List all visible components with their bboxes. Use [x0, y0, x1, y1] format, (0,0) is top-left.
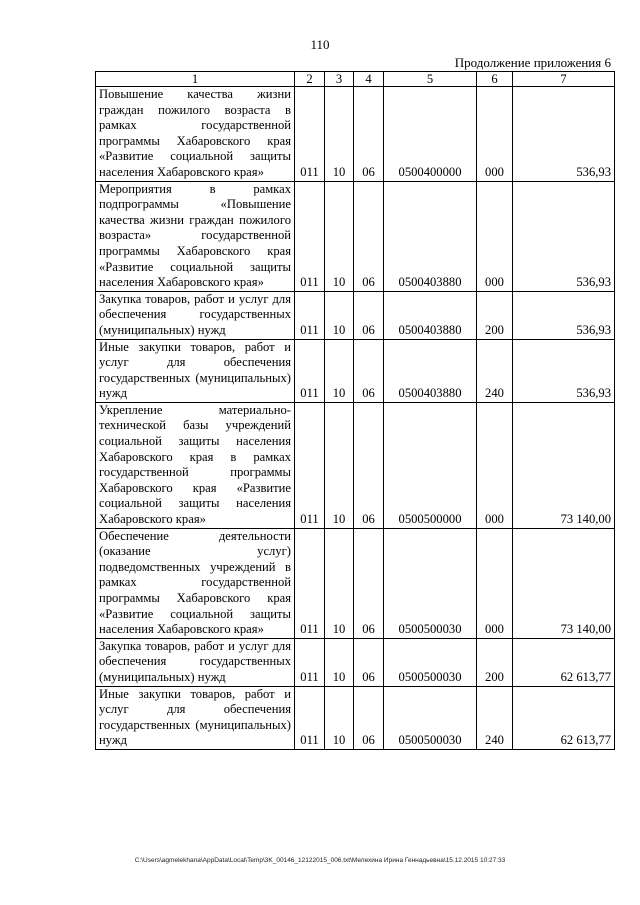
row-name-cell: Иные закупки товаров, работ и услуг для обеспечения государственных (муниципальных) нужд — [96, 339, 295, 402]
target-article-cell: 0500500030 — [384, 686, 477, 749]
expense-type-cell: 240 — [477, 686, 513, 749]
subsection-code-cell: 06 — [354, 528, 384, 638]
section-code-cell: 10 — [325, 87, 354, 182]
table-row — [96, 339, 615, 402]
amount-cell: 536,93 — [513, 87, 615, 182]
expense-type-cell: 200 — [477, 291, 513, 339]
target-article-cell: 0500500030 — [384, 528, 477, 638]
table-row — [96, 87, 615, 182]
column-header: 4 — [354, 72, 384, 87]
row-name-cell: Обеспечение деятельности (оказание услуг) подведомственных учреждений в рамках государственной программы Хабаровского края «Развитие социальной защиты населения Хабаровского края» — [96, 528, 295, 638]
ministry-code-cell: 011 — [295, 528, 325, 638]
section-code-cell: 10 — [325, 339, 354, 402]
row-name-cell: Закупка товаров, работ и услуг для обеспечения государственных (муниципальных) нужд — [96, 638, 295, 686]
ministry-code-cell: 011 — [295, 181, 325, 291]
amount-cell: 62 613,77 — [513, 686, 615, 749]
column-header: 5 — [384, 72, 477, 87]
column-header: 2 — [295, 72, 325, 87]
table-header-row — [96, 72, 615, 87]
subsection-code-cell: 06 — [354, 181, 384, 291]
amount-cell: 73 140,00 — [513, 528, 615, 638]
table-row — [96, 291, 615, 339]
target-article-cell: 0500403880 — [384, 291, 477, 339]
table-row — [96, 638, 615, 686]
subsection-code-cell: 06 — [354, 291, 384, 339]
column-header: 6 — [477, 72, 513, 87]
amount-cell: 73 140,00 — [513, 402, 615, 528]
continuation-label: Продолжение приложения 6 — [454, 55, 611, 70]
target-article-cell: 0500403880 — [384, 181, 477, 291]
column-header: 3 — [325, 72, 354, 87]
section-code-cell: 10 — [325, 686, 354, 749]
table-row — [96, 686, 615, 749]
table-row — [96, 402, 615, 528]
column-header: 1 — [96, 72, 295, 87]
row-name-cell: Мероприятия в рамках подпрограммы «Повышение качества жизни граждан пожилого возраста» государственной программы Хабаровского края «Развитие социальной защиты населения Хабаровского края» — [96, 181, 295, 291]
subsection-code-cell: 06 — [354, 638, 384, 686]
target-article-cell: 0500400000 — [384, 87, 477, 182]
expense-type-cell: 000 — [477, 402, 513, 528]
page-number: 110 — [310, 37, 330, 52]
subsection-code-cell: 06 — [354, 402, 384, 528]
section-code-cell: 10 — [325, 528, 354, 638]
ministry-code-cell: 011 — [295, 291, 325, 339]
section-code-cell: 10 — [325, 402, 354, 528]
subsection-code-cell: 06 — [354, 686, 384, 749]
section-code-cell: 10 — [325, 181, 354, 291]
section-code-cell: 10 — [325, 638, 354, 686]
target-article-cell: 0500403880 — [384, 339, 477, 402]
target-article-cell: 0500500030 — [384, 638, 477, 686]
ministry-code-cell: 011 — [295, 402, 325, 528]
row-name-cell: Закупка товаров, работ и услуг для обеспечения государственных (муниципальных) нужд — [96, 291, 295, 339]
expense-type-cell: 240 — [477, 339, 513, 402]
subsection-code-cell: 06 — [354, 339, 384, 402]
amount-cell: 62 613,77 — [513, 638, 615, 686]
amount-cell: 536,93 — [513, 291, 615, 339]
expense-type-cell: 000 — [477, 528, 513, 638]
table-body — [96, 87, 615, 750]
budget-table — [95, 71, 615, 750]
subsection-code-cell: 06 — [354, 87, 384, 182]
ministry-code-cell: 011 — [295, 686, 325, 749]
column-header: 7 — [513, 72, 615, 87]
table-row — [96, 528, 615, 638]
target-article-cell: 0500500000 — [384, 402, 477, 528]
ministry-code-cell: 011 — [295, 339, 325, 402]
amount-cell: 536,93 — [513, 181, 615, 291]
row-name-cell: Укрепление материально-технической базы учреждений социальной защиты населения Хабаровского края в рамках государственной программы Хабаровского края «Развитие социальной защиты населения Хабаровского края» — [96, 402, 295, 528]
ministry-code-cell: 011 — [295, 638, 325, 686]
section-code-cell: 10 — [325, 291, 354, 339]
expense-type-cell: 200 — [477, 638, 513, 686]
table-row — [96, 181, 615, 291]
expense-type-cell: 000 — [477, 87, 513, 182]
amount-cell: 536,93 — [513, 339, 615, 402]
expense-type-cell: 000 — [477, 181, 513, 291]
footer-file-path: C:\Users\agmelekhana\AppData\Local\Temp\3K_00146_12122015_006.txt\Мелехина Ирина Геннадьевна\15.12.2015 10:27:33 — [134, 857, 506, 864]
row-name-cell: Повышение качества жизни граждан пожилого возраста в рамках государственной программы Хабаровского края «Развитие социальной защиты населения Хабаровского края» — [96, 87, 295, 182]
row-name-cell: Иные закупки товаров, работ и услуг для обеспечения государственных (муниципальных) нужд — [96, 686, 295, 749]
ministry-code-cell: 011 — [295, 87, 325, 182]
